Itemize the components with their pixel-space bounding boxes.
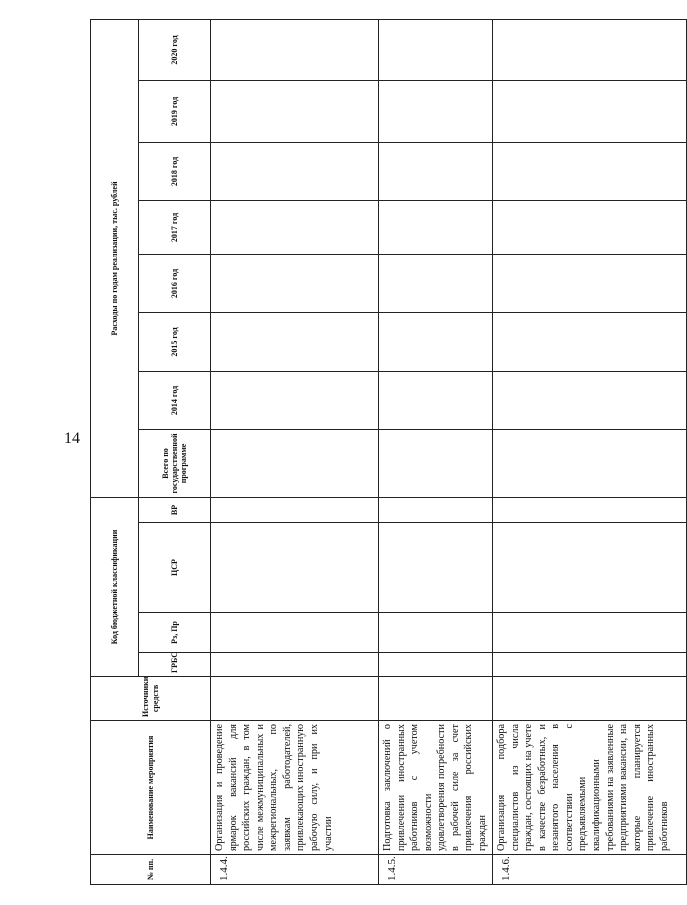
cell-2018 bbox=[493, 142, 687, 200]
cell-2017 bbox=[379, 200, 493, 254]
header-vr: ВР bbox=[139, 497, 211, 522]
cell-total bbox=[211, 429, 379, 497]
cell-2018 bbox=[379, 142, 493, 200]
cell-2014 bbox=[379, 371, 493, 429]
cell-grbs bbox=[379, 653, 493, 677]
header-grbs: ГРБС bbox=[139, 653, 211, 677]
table-row bbox=[379, 19, 493, 884]
cell-rzpr bbox=[493, 613, 687, 653]
header-year-2019: 2019 год bbox=[139, 80, 211, 142]
header-year-2018: 2018 год bbox=[139, 142, 211, 200]
row-num: 1.4.5. bbox=[379, 855, 493, 885]
header-name: Наименование мероприятия bbox=[91, 721, 211, 855]
header-year-2020: 2020 год bbox=[139, 19, 211, 80]
cell-rzpr bbox=[211, 613, 379, 653]
header-num: № пп. bbox=[91, 855, 211, 885]
cell-2016 bbox=[493, 254, 687, 312]
table-row bbox=[211, 19, 379, 884]
row-name: Организация подбора специалистов из числа граждан, состоящих на учете в качестве безработных, и незанятого населения в соответствии с предъявляемыми квалификационными требованиями на заявленные предприятиями вакансии, на которые планируется привлечение иностранных работников bbox=[493, 721, 687, 855]
row-num: 1.4.6. bbox=[493, 855, 687, 885]
cell-rzpr bbox=[379, 613, 493, 653]
cell-2015 bbox=[493, 312, 687, 371]
header-budget-code: Код бюджетной классификации bbox=[91, 497, 139, 676]
program-table bbox=[90, 19, 687, 885]
header-year-2017: 2017 год bbox=[139, 200, 211, 254]
cell-source bbox=[211, 677, 379, 721]
header-total: Всего по государственной программе bbox=[139, 429, 211, 497]
row-name: Подготовка заключений о привлечении иностранных работников с учетом возможности удовлетворения потребности в рабочей силе за счет привлечения российских граждан bbox=[379, 721, 493, 855]
cell-2015 bbox=[379, 312, 493, 371]
header-csr: ЦСР bbox=[139, 523, 211, 613]
cell-2020 bbox=[211, 19, 379, 80]
cell-vr bbox=[379, 497, 493, 522]
cell-csr bbox=[379, 523, 493, 613]
cell-2020 bbox=[493, 19, 687, 80]
row-name: Организация и проведение ярмарок вакансий для российских граждан, в том числе межмуниципальных и межрегиональных, по заявкам работодателей, привлекающих иностранную рабочую силу, и при их участии bbox=[211, 721, 379, 855]
cell-vr bbox=[211, 497, 379, 522]
cell-2014 bbox=[211, 371, 379, 429]
cell-total bbox=[379, 429, 493, 497]
cell-2019 bbox=[379, 80, 493, 142]
cell-2019 bbox=[211, 80, 379, 142]
cell-source bbox=[379, 677, 493, 721]
cell-2014 bbox=[493, 371, 687, 429]
cell-grbs bbox=[211, 653, 379, 677]
header-year-2015: 2015 год bbox=[139, 312, 211, 371]
cell-2016 bbox=[211, 254, 379, 312]
rotated-table-container bbox=[90, 20, 686, 885]
cell-2015 bbox=[211, 312, 379, 371]
cell-vr bbox=[493, 497, 687, 522]
cell-2019 bbox=[493, 80, 687, 142]
cell-total bbox=[493, 429, 687, 497]
cell-csr bbox=[493, 523, 687, 613]
table-row bbox=[493, 19, 687, 884]
header-rzpr: Рз, Пр bbox=[139, 613, 211, 653]
cell-csr bbox=[211, 523, 379, 613]
header-expenses: Расходы по годам реализации, тыс. рублей bbox=[91, 19, 139, 497]
cell-source bbox=[493, 677, 687, 721]
header-source: Источники средств bbox=[91, 677, 211, 721]
cell-2018 bbox=[211, 142, 379, 200]
page-number: 14 bbox=[64, 430, 80, 447]
cell-2020 bbox=[379, 19, 493, 80]
row-num: 1.4.4. bbox=[211, 855, 379, 885]
cell-2017 bbox=[211, 200, 379, 254]
cell-grbs bbox=[493, 653, 687, 677]
header-year-2014: 2014 год bbox=[139, 371, 211, 429]
cell-2017 bbox=[493, 200, 687, 254]
header-year-2016: 2016 год bbox=[139, 254, 211, 312]
cell-2016 bbox=[379, 254, 493, 312]
